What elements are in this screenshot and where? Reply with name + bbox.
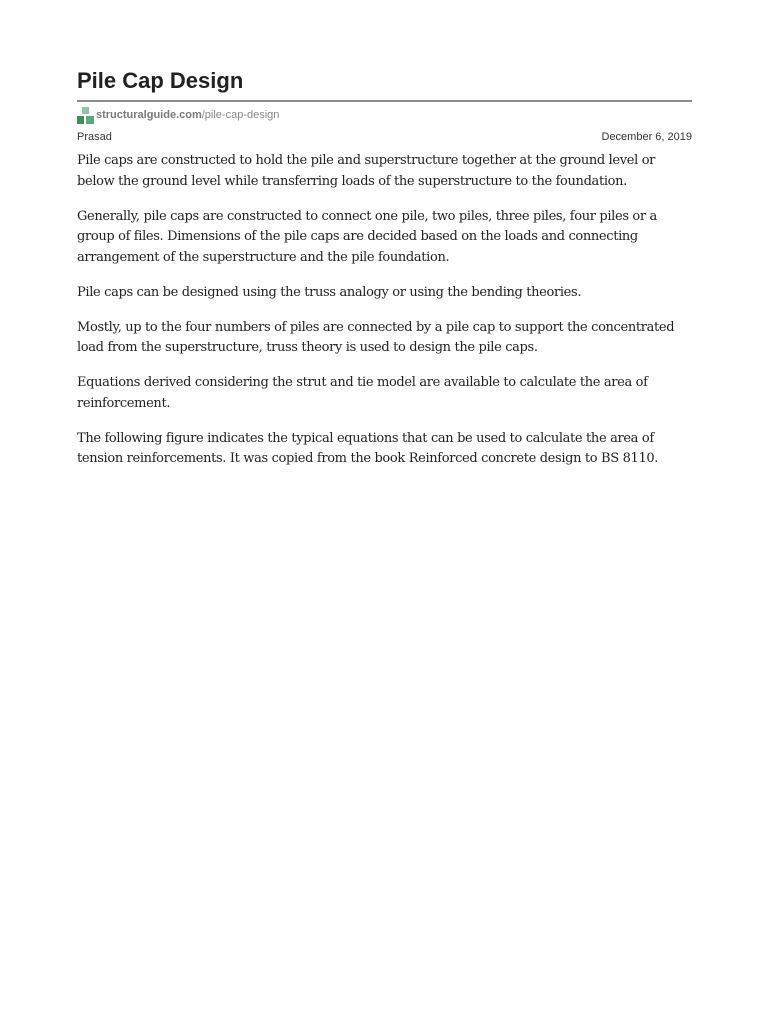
- article-page: [77, 66, 692, 484]
- title-divider: [77, 100, 692, 102]
- stacked-blocks-logo-icon: [77, 107, 94, 124]
- paragraph: Generally, pile caps are constructed to connect one pile, two piles, three piles, four piles or a group of files. Dimensions of the pile caps are decided based on the loads and connecting arrangement of the superstructure and the pile foundation.: [77, 208, 657, 265]
- paragraph: The following figure indicates the typical equations that can be used to calculate the area of tension reinforcements. It was copied from the book Reinforced concrete design to BS 8110.: [77, 430, 659, 467]
- article-body: [77, 151, 692, 470]
- paragraph: Equations derived considering the strut and tie model are available to calculate the area of reinforcement.: [77, 375, 648, 411]
- source-link[interactable]: [77, 105, 692, 125]
- paragraph: Pile caps are constructed to hold the pile and superstructure together at the ground level or below the ground level while transferring loads of the superstructure to the foundation.: [77, 153, 656, 189]
- publish-date: December 6, 2019: [601, 131, 692, 143]
- author-name: Prasad: [77, 131, 112, 143]
- source-path[interactable]: /pile-cap-design: [201, 109, 280, 121]
- paragraph: Mostly, up to the four numbers of piles are connected by a pile cap to support the concentrated load from the superstructure, truss theory is used to design the pile caps.: [77, 319, 675, 356]
- paragraph: Pile caps can be designed using the truss analogy or using the bending theories.: [77, 284, 582, 300]
- page-title: Pile Cap Design: [77, 68, 244, 93]
- article-meta: [77, 129, 692, 145]
- source-domain[interactable]: structuralguide.com: [96, 109, 202, 121]
